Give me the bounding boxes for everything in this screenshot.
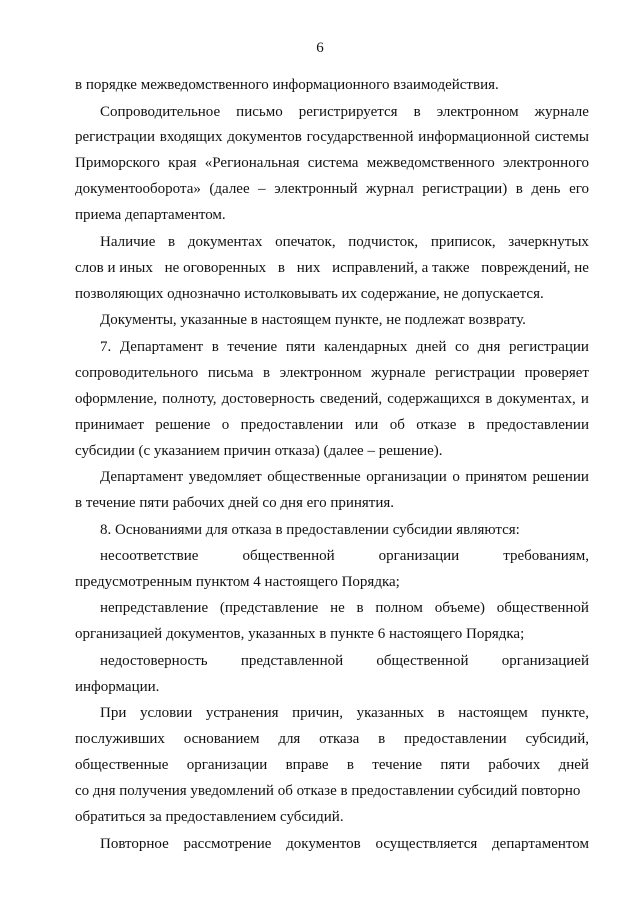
word: объеме) xyxy=(434,600,486,616)
word: отказе xyxy=(416,417,457,433)
word: документооборота» xyxy=(75,181,201,197)
word: несоответствие xyxy=(100,548,199,564)
text-line xyxy=(100,103,589,121)
word: принятом xyxy=(465,469,527,485)
text-line xyxy=(75,180,589,198)
text-line xyxy=(75,390,589,408)
word: электронном xyxy=(436,104,519,120)
text-line xyxy=(75,259,589,277)
word: Департамент xyxy=(119,339,204,355)
word: или xyxy=(354,417,379,433)
word: оформление, xyxy=(75,391,158,407)
text-line xyxy=(75,730,589,748)
text-line xyxy=(100,652,589,670)
word: настоящем xyxy=(458,705,528,721)
word: государственной xyxy=(306,129,414,145)
word: принимает xyxy=(75,417,144,433)
word: информационной xyxy=(418,129,531,145)
word: не xyxy=(330,600,345,616)
word: системы xyxy=(534,129,589,145)
word: 7. xyxy=(100,339,112,355)
word: течение xyxy=(372,757,423,773)
word: – xyxy=(258,181,266,197)
word: его xyxy=(569,181,589,197)
word: день xyxy=(531,181,561,197)
word: организации xyxy=(186,757,268,773)
text-line xyxy=(100,704,589,722)
word: представленной xyxy=(240,653,344,669)
word: организации xyxy=(378,548,460,564)
text-line: позволяющих однозначно истолковывать их содержание, не допускается. xyxy=(75,286,544,302)
text-line xyxy=(100,338,589,356)
word: подчисток, xyxy=(348,234,419,250)
word: для xyxy=(278,731,301,747)
word: регистрируется xyxy=(298,104,398,120)
word: рассмотрение xyxy=(183,836,272,852)
word: недостоверность xyxy=(100,653,208,669)
word: предоставлении xyxy=(486,417,589,433)
word: о xyxy=(452,469,460,485)
word: полном xyxy=(375,600,423,616)
word: основанием xyxy=(183,731,260,747)
word: о xyxy=(221,417,230,433)
word: дня xyxy=(477,339,501,355)
word: письма xyxy=(207,365,254,381)
word: в xyxy=(413,104,421,120)
word: документах xyxy=(187,234,263,250)
text-line xyxy=(100,468,589,486)
word: организации xyxy=(366,469,447,485)
text-line xyxy=(100,835,589,853)
word: требованиям, xyxy=(503,548,589,564)
word: (представление xyxy=(219,600,319,616)
word: в xyxy=(277,260,285,276)
word: течение xyxy=(227,339,278,355)
word: журнале xyxy=(534,104,589,120)
word: электронном xyxy=(279,365,362,381)
word: исправлений, а также xyxy=(332,260,470,276)
word: предоставлении xyxy=(404,731,507,747)
word: в xyxy=(378,731,386,747)
word: общественной xyxy=(242,548,335,564)
text-line: со дня получения уведомлений об отказе в предоставлении субсидий повторно xyxy=(75,783,581,799)
word: регистрации xyxy=(75,129,155,145)
text-line xyxy=(75,416,589,434)
word: в xyxy=(437,705,445,721)
word: сведений, xyxy=(319,391,383,407)
word: календарных xyxy=(323,339,408,355)
word: решении xyxy=(532,469,589,485)
word: края xyxy=(168,155,197,171)
word: опечаток, xyxy=(275,234,336,250)
text-line: приема департаментом. xyxy=(75,207,226,223)
word: департаментом xyxy=(492,836,589,852)
word: система xyxy=(307,155,359,171)
word: непредставление xyxy=(100,600,209,616)
word: документов xyxy=(227,129,302,145)
word: субсидий, xyxy=(525,731,589,747)
word: причин, xyxy=(292,705,343,721)
word: регистрации) xyxy=(422,181,508,197)
word: содержащихся xyxy=(387,391,481,407)
word: сопроводительного xyxy=(75,365,199,381)
word: электронного xyxy=(503,155,589,171)
word: в xyxy=(263,365,271,381)
word: в xyxy=(211,339,219,355)
word: электронный xyxy=(274,181,358,197)
word: полноту, xyxy=(162,391,217,407)
word: рабочих xyxy=(488,757,541,773)
word: пяти xyxy=(285,339,316,355)
word: зачеркнутых xyxy=(508,234,589,250)
word: Сопроводительное xyxy=(100,104,221,120)
word: них xyxy=(296,260,321,276)
text-line: в порядке межведомственного информационного взаимодействия. xyxy=(75,77,499,93)
text-line: предусмотренным пунктом 4 настоящего Порядка; xyxy=(75,574,400,590)
word: организацией xyxy=(501,653,589,669)
word: дней xyxy=(416,339,447,355)
word: Наличие xyxy=(100,234,156,250)
word: решение xyxy=(155,417,211,433)
word: пяти xyxy=(440,757,470,773)
text-line: 8. Основаниями для отказа в предоставлении субсидии являются: xyxy=(100,522,520,538)
word: условии xyxy=(139,705,193,721)
text-line: в течение пяти рабочих дней со дня его принятия. xyxy=(75,495,395,511)
word: журнал xyxy=(366,181,414,197)
word: межведомственного xyxy=(366,155,495,171)
word: При xyxy=(100,705,127,721)
word: проверяет xyxy=(524,365,589,381)
word: в xyxy=(356,600,364,616)
word: не оговоренных xyxy=(164,260,267,276)
word: и xyxy=(580,391,589,407)
word: послуживших xyxy=(75,731,165,747)
text-line xyxy=(100,547,589,565)
word: осуществляется xyxy=(375,836,478,852)
text-line: субсидии (с указанием причин отказа) (далее – решение). xyxy=(75,443,443,459)
word: письмо xyxy=(236,104,283,120)
word: документов xyxy=(286,836,361,852)
word: общественные xyxy=(75,757,169,773)
word: Приморского xyxy=(75,155,160,171)
word: вправе xyxy=(285,757,329,773)
text-line xyxy=(75,756,589,774)
word: об xyxy=(389,417,405,433)
word: повреждений, не xyxy=(481,260,589,276)
word: достоверность xyxy=(221,391,315,407)
word: уведомляет xyxy=(188,469,262,485)
word: в xyxy=(515,181,523,197)
word: в xyxy=(168,234,176,250)
word: регистрации xyxy=(508,339,589,355)
page-number: 6 xyxy=(316,40,324,56)
word: пункте, xyxy=(541,705,589,721)
word: в xyxy=(485,391,493,407)
text-line xyxy=(75,154,589,172)
word: «Региональная xyxy=(204,155,300,171)
word: Департамент xyxy=(100,469,184,485)
word: общественной xyxy=(376,653,469,669)
text-line: информации. xyxy=(75,679,160,695)
word: в xyxy=(467,417,475,433)
word: регистрации xyxy=(435,365,516,381)
word: отказа xyxy=(319,731,360,747)
word: документах, xyxy=(497,391,576,407)
text-line: обратиться за предоставлением субсидий. xyxy=(75,809,344,825)
word: в xyxy=(346,757,354,773)
word: предоставлении xyxy=(240,417,344,433)
word: общественной xyxy=(496,600,589,616)
word: приписок, xyxy=(430,234,496,250)
word: устранения xyxy=(205,705,279,721)
word: общественные xyxy=(267,469,361,485)
word: со xyxy=(454,339,470,355)
text-line xyxy=(75,364,589,382)
text-line xyxy=(100,233,589,251)
word: журнале xyxy=(371,365,426,381)
word: указанных xyxy=(356,705,425,721)
text-line: Документы, указанные в настоящем пункте, не подлежат возврату. xyxy=(100,312,526,328)
word: слов и иных xyxy=(75,260,153,276)
text-line xyxy=(100,599,589,617)
word: входящих xyxy=(159,129,223,145)
word: дней xyxy=(558,757,589,773)
word: (далее xyxy=(209,181,250,197)
text-line: организацией документов, указанных в пункте 6 настоящего Порядка; xyxy=(75,626,525,642)
word: Повторное xyxy=(100,836,169,852)
text-line xyxy=(75,128,589,146)
